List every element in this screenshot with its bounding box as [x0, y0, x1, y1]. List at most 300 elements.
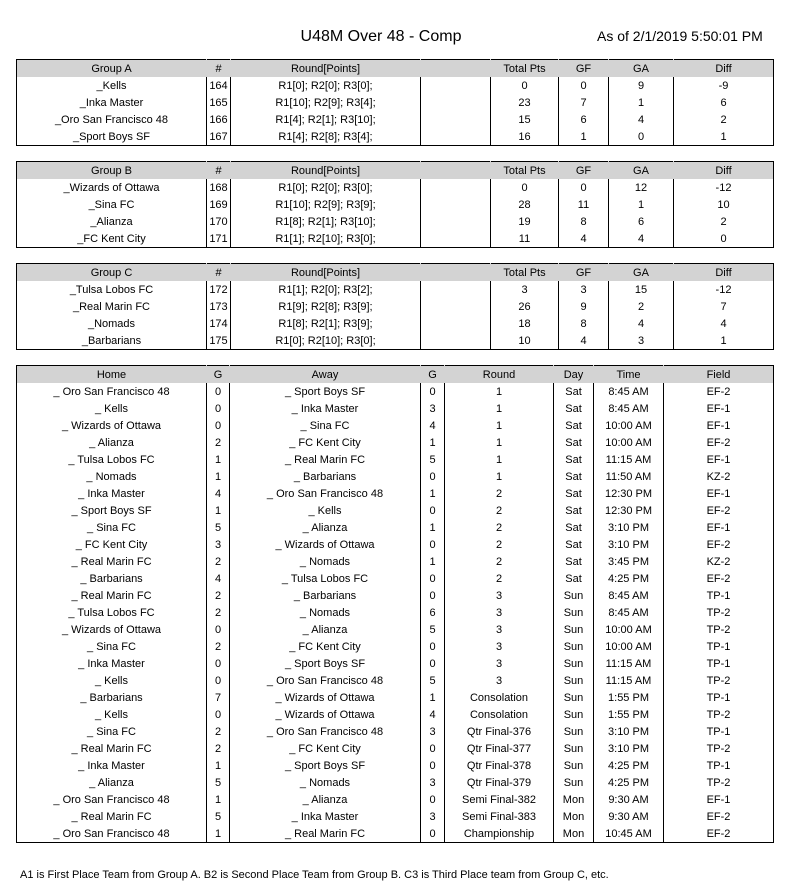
away-goals: 0	[421, 570, 445, 587]
round: 3	[445, 672, 554, 689]
blank-cell	[421, 315, 491, 332]
time: 3:10 PM	[594, 536, 664, 553]
goals-for: 1	[559, 128, 609, 146]
team-number: 170	[207, 213, 231, 230]
goals-for: 3	[559, 281, 609, 298]
round: 3	[445, 621, 554, 638]
column-header: Total Pts	[491, 264, 559, 282]
group-header-row	[17, 60, 774, 78]
standings-row	[17, 94, 774, 111]
round: 2	[445, 536, 554, 553]
column-header: GF	[559, 264, 609, 282]
goals-against: 1	[609, 196, 674, 213]
away-goals: 6	[421, 604, 445, 621]
total-points: 28	[491, 196, 559, 213]
field: EF-1	[664, 791, 774, 808]
round: 2	[445, 570, 554, 587]
away-team: _ Real Marin FC	[230, 451, 421, 468]
home-goals: 1	[207, 757, 230, 774]
home-team: _ Kells	[94, 708, 129, 721]
home-team: _ Oro San Francisco 48	[53, 385, 170, 398]
home-team: _ Sina FC	[87, 521, 136, 534]
match-row	[17, 689, 774, 706]
goal-diff: -9	[674, 77, 774, 94]
column-header	[421, 60, 491, 78]
field: TP-1	[664, 689, 774, 706]
total-points: 3	[491, 281, 559, 298]
day: Sun	[554, 621, 594, 638]
time: 3:45 PM	[594, 553, 664, 570]
goals-against: 0	[609, 128, 674, 146]
goals-against: 1	[609, 94, 674, 111]
home-goals: 4	[207, 485, 230, 502]
away-goals: 1	[421, 553, 445, 570]
home-goals: 2	[207, 434, 230, 451]
home-goals: 3	[207, 536, 230, 553]
round: Qtr Final-377	[445, 740, 554, 757]
away-team: _ Wizards of Ottawa	[230, 706, 421, 723]
round: 1	[445, 400, 554, 417]
match-row	[17, 757, 774, 774]
field: TP-1	[664, 757, 774, 774]
goals-against: 6	[609, 213, 674, 230]
team-number: 173	[207, 298, 231, 315]
day: Sat	[554, 468, 594, 485]
column-header: Round[Points]	[231, 162, 421, 180]
column-header: Round	[445, 366, 554, 384]
home-team: _ Alianza	[89, 776, 134, 789]
standings-row	[17, 298, 774, 315]
match-row	[17, 672, 774, 689]
field: TP-1	[664, 638, 774, 655]
match-row	[17, 621, 774, 638]
day: Sun	[554, 774, 594, 791]
match-row	[17, 434, 774, 451]
away-goals: 5	[421, 451, 445, 468]
away-goals: 1	[421, 485, 445, 502]
column-header: Total Pts	[491, 162, 559, 180]
team-name: _Sina FC	[88, 198, 135, 211]
goal-diff: 10	[674, 196, 774, 213]
goals-for: 6	[559, 111, 609, 128]
field: EF-1	[664, 400, 774, 417]
column-header	[421, 162, 491, 180]
standings-row	[17, 230, 774, 248]
round: Semi Final-382	[445, 791, 554, 808]
time: 3:10 PM	[594, 740, 664, 757]
goals-for: 8	[559, 315, 609, 332]
group-name: Group A	[17, 60, 207, 78]
team-number: 165	[207, 94, 231, 111]
time: 8:45 AM	[594, 383, 664, 400]
time: 4:25 PM	[594, 570, 664, 587]
match-row	[17, 536, 774, 553]
home-team: _ Tulsa Lobos FC	[68, 606, 155, 619]
field: EF-1	[664, 451, 774, 468]
away-goals: 0	[421, 825, 445, 843]
away-team: _ Oro San Francisco 48	[230, 723, 421, 740]
day: Sat	[554, 451, 594, 468]
home-goals: 1	[207, 791, 230, 808]
home-team: _ Barbarians	[80, 691, 143, 704]
total-points: 11	[491, 230, 559, 248]
home-team: _ Inka Master	[78, 759, 145, 772]
home-goals: 0	[207, 383, 230, 400]
goals-against: 12	[609, 179, 674, 196]
column-header: Diff	[674, 162, 774, 180]
standings-row	[17, 281, 774, 298]
goal-diff: 0	[674, 230, 774, 248]
standings-row	[17, 77, 774, 94]
home-team: _ Real Marin FC	[71, 555, 152, 568]
away-goals: 0	[421, 468, 445, 485]
away-goals: 1	[421, 519, 445, 536]
column-header: G	[421, 366, 445, 384]
blank-cell	[421, 298, 491, 315]
day: Sat	[554, 417, 594, 434]
day: Sun	[554, 740, 594, 757]
blank-cell	[421, 179, 491, 196]
day: Mon	[554, 825, 594, 843]
goals-for: 8	[559, 213, 609, 230]
round: Semi Final-383	[445, 808, 554, 825]
away-team: _ Inka Master	[230, 808, 421, 825]
day: Mon	[554, 808, 594, 825]
field: EF-2	[664, 536, 774, 553]
round-points: R1[10]; R2[9]; R3[9];	[231, 196, 421, 213]
goal-diff: 7	[674, 298, 774, 315]
column-header: Total Pts	[491, 60, 559, 78]
round: 3	[445, 655, 554, 672]
goal-diff: -12	[674, 281, 774, 298]
round: 3	[445, 604, 554, 621]
away-team: _ Alianza	[230, 621, 421, 638]
match-row	[17, 638, 774, 655]
away-team: _ Wizards of Ottawa	[230, 689, 421, 706]
home-team: _ Oro San Francisco 48	[53, 793, 170, 806]
away-goals: 0	[421, 791, 445, 808]
time: 8:45 AM	[594, 400, 664, 417]
round-points: R1[0]; R2[0]; R3[0];	[231, 77, 421, 94]
goal-diff: 6	[674, 94, 774, 111]
away-goals: 0	[421, 757, 445, 774]
team-number: 172	[207, 281, 231, 298]
away-goals: 3	[421, 723, 445, 740]
round-points: R1[9]; R2[8]; R3[9];	[231, 298, 421, 315]
time: 11:50 AM	[594, 468, 664, 485]
match-row	[17, 825, 774, 843]
field: EF-2	[664, 502, 774, 519]
day: Sat	[554, 519, 594, 536]
time: 10:00 AM	[594, 638, 664, 655]
blank-cell	[421, 128, 491, 146]
home-goals: 2	[207, 587, 230, 604]
away-goals: 4	[421, 417, 445, 434]
away-goals: 3	[421, 400, 445, 417]
blank-cell	[421, 77, 491, 94]
time: 11:15 AM	[594, 451, 664, 468]
match-row	[17, 383, 774, 400]
home-team: _ Sina FC	[87, 725, 136, 738]
away-goals: 0	[421, 655, 445, 672]
away-team: _ Nomads	[230, 774, 421, 791]
time: 11:15 AM	[594, 672, 664, 689]
round-points: R1[4]; R2[8]; R3[4];	[231, 128, 421, 146]
column-header: Round[Points]	[231, 264, 421, 282]
column-header: #	[207, 60, 231, 78]
group-b-table	[16, 161, 774, 248]
round-points: R1[10]; R2[9]; R3[4];	[231, 94, 421, 111]
time: 10:00 AM	[594, 621, 664, 638]
team-name: _FC Kent City	[77, 232, 146, 245]
standings-row	[17, 111, 774, 128]
total-points: 19	[491, 213, 559, 230]
time: 10:00 AM	[594, 417, 664, 434]
group-name: Group B	[17, 162, 207, 180]
field: TP-1	[664, 723, 774, 740]
home-team: _ Real Marin FC	[71, 810, 152, 823]
page-title: U48M Over 48 - Comp	[300, 28, 462, 45]
away-team: _ Alianza	[230, 791, 421, 808]
round: Qtr Final-378	[445, 757, 554, 774]
away-team: _ Barbarians	[230, 587, 421, 604]
away-goals: 0	[421, 740, 445, 757]
round: 1	[445, 434, 554, 451]
away-team: _ Alianza	[230, 519, 421, 536]
goals-against: 3	[609, 332, 674, 350]
standings-row	[17, 332, 774, 350]
home-goals: 0	[207, 655, 230, 672]
home-goals: 1	[207, 825, 230, 843]
day: Sun	[554, 723, 594, 740]
home-team: _ Inka Master	[78, 487, 145, 500]
home-team: _ Sina FC	[87, 640, 136, 653]
away-goals: 1	[421, 689, 445, 706]
away-goals: 5	[421, 621, 445, 638]
round: 1	[445, 417, 554, 434]
team-number: 166	[207, 111, 231, 128]
home-team: _ Tulsa Lobos FC	[68, 453, 155, 466]
goal-diff: -12	[674, 179, 774, 196]
column-header	[421, 264, 491, 282]
match-row	[17, 740, 774, 757]
round-points: R1[4]; R2[1]; R3[10];	[231, 111, 421, 128]
blank-cell	[421, 332, 491, 350]
home-team: _ Inka Master	[78, 657, 145, 670]
group-header-row	[17, 162, 774, 180]
time: 1:55 PM	[594, 706, 664, 723]
team-name: _Inka Master	[79, 96, 144, 109]
day: Mon	[554, 791, 594, 808]
goal-diff: 2	[674, 111, 774, 128]
round: 2	[445, 519, 554, 536]
blank-cell	[421, 230, 491, 248]
time: 4:25 PM	[594, 774, 664, 791]
blank-cell	[421, 111, 491, 128]
column-header: Diff	[674, 60, 774, 78]
match-row	[17, 723, 774, 740]
blank-cell	[421, 196, 491, 213]
field: KZ-2	[664, 553, 774, 570]
match-row	[17, 655, 774, 672]
match-row	[17, 451, 774, 468]
team-number: 168	[207, 179, 231, 196]
home-team: _ Alianza	[89, 436, 134, 449]
goals-for: 0	[559, 77, 609, 94]
away-team: _ Nomads	[230, 553, 421, 570]
home-team: _ Wizards of Ottawa	[61, 419, 162, 432]
away-team: _ Tulsa Lobos FC	[230, 570, 421, 587]
column-header: #	[207, 264, 231, 282]
match-row	[17, 417, 774, 434]
team-number: 171	[207, 230, 231, 248]
round-points: R1[0]; R2[0]; R3[0];	[231, 179, 421, 196]
team-name: _Oro San Francisco 48	[54, 113, 169, 126]
round: 2	[445, 502, 554, 519]
goals-for: 0	[559, 179, 609, 196]
goals-for: 7	[559, 94, 609, 111]
team-name: _Tulsa Lobos FC	[69, 283, 154, 296]
schedule-table	[16, 365, 774, 843]
total-points: 18	[491, 315, 559, 332]
column-header: Day	[554, 366, 594, 384]
time: 3:10 PM	[594, 519, 664, 536]
round: Consolation	[445, 706, 554, 723]
total-points: 0	[491, 77, 559, 94]
standings-row	[17, 179, 774, 196]
goals-against: 9	[609, 77, 674, 94]
total-points: 23	[491, 94, 559, 111]
away-goals: 0	[421, 502, 445, 519]
home-goals: 5	[207, 808, 230, 825]
field: TP-2	[664, 774, 774, 791]
group-a-table	[16, 59, 774, 146]
team-number: 174	[207, 315, 231, 332]
goal-diff: 1	[674, 128, 774, 146]
goal-diff: 1	[674, 332, 774, 350]
team-name: _Alianza	[90, 215, 133, 228]
home-goals: 2	[207, 638, 230, 655]
home-goals: 5	[207, 774, 230, 791]
field: EF-2	[664, 434, 774, 451]
time: 8:45 AM	[594, 604, 664, 621]
match-row	[17, 553, 774, 570]
time: 4:25 PM	[594, 757, 664, 774]
footnote: A1 is First Place Team from Group A. B2 is Second Place Team from Group B. C3 is Third Place team from Group C, etc.	[20, 869, 609, 881]
match-row	[17, 604, 774, 621]
day: Sun	[554, 638, 594, 655]
home-team: _ Real Marin FC	[71, 589, 152, 602]
column-header: Time	[594, 366, 664, 384]
field: TP-2	[664, 740, 774, 757]
away-goals: 3	[421, 808, 445, 825]
away-goals: 3	[421, 774, 445, 791]
goals-for: 9	[559, 298, 609, 315]
team-name: _Real Marin FC	[72, 300, 151, 313]
time: 12:30 PM	[594, 485, 664, 502]
time: 10:45 AM	[594, 825, 664, 843]
field: TP-2	[664, 621, 774, 638]
day: Sun	[554, 587, 594, 604]
column-header: GF	[559, 162, 609, 180]
match-row	[17, 570, 774, 587]
home-team: _ Oro San Francisco 48	[53, 827, 170, 840]
goals-for: 4	[559, 230, 609, 248]
time: 11:15 AM	[594, 655, 664, 672]
goals-against: 4	[609, 315, 674, 332]
match-row	[17, 519, 774, 536]
home-goals: 0	[207, 400, 230, 417]
away-team: _ FC Kent City	[230, 740, 421, 757]
standings-row	[17, 213, 774, 230]
time: 9:30 AM	[594, 791, 664, 808]
time: 10:00 AM	[594, 434, 664, 451]
day: Sun	[554, 757, 594, 774]
round: 2	[445, 485, 554, 502]
field: EF-2	[664, 383, 774, 400]
home-goals: 2	[207, 604, 230, 621]
home-team: _ Kells	[94, 402, 129, 415]
team-number: 167	[207, 128, 231, 146]
team-name: _Barbarians	[81, 334, 142, 347]
blank-cell	[421, 213, 491, 230]
day: Sat	[554, 485, 594, 502]
away-team: _ FC Kent City	[230, 434, 421, 451]
team-name: _Wizards of Ottawa	[63, 181, 160, 194]
away-team: _ FC Kent City	[230, 638, 421, 655]
away-goals: 0	[421, 587, 445, 604]
group-c-table	[16, 263, 774, 350]
match-row	[17, 502, 774, 519]
group-name: Group C	[17, 264, 207, 282]
round: 3	[445, 638, 554, 655]
column-header: GA	[609, 264, 674, 282]
team-number: 169	[207, 196, 231, 213]
goal-diff: 4	[674, 315, 774, 332]
field: TP-1	[664, 587, 774, 604]
home-goals: 0	[207, 621, 230, 638]
blank-cell	[421, 94, 491, 111]
round-points: R1[8]; R2[1]; R3[10];	[231, 213, 421, 230]
away-goals: 0	[421, 383, 445, 400]
away-goals: 0	[421, 638, 445, 655]
total-points: 10	[491, 332, 559, 350]
away-goals: 1	[421, 434, 445, 451]
home-goals: 0	[207, 417, 230, 434]
field: EF-1	[664, 485, 774, 502]
column-header: GA	[609, 162, 674, 180]
home-goals: 2	[207, 740, 230, 757]
home-goals: 5	[207, 519, 230, 536]
round-points: R1[1]; R2[0]; R3[2];	[231, 281, 421, 298]
time: 9:30 AM	[594, 808, 664, 825]
day: Sat	[554, 570, 594, 587]
total-points: 16	[491, 128, 559, 146]
away-team: _ Wizards of Ottawa	[230, 536, 421, 553]
total-points: 15	[491, 111, 559, 128]
home-team: _ Sport Boys SF	[71, 504, 152, 517]
goals-against: 15	[609, 281, 674, 298]
away-goals: 0	[421, 536, 445, 553]
column-header: G	[207, 366, 230, 384]
day: Sat	[554, 536, 594, 553]
column-header: Home	[17, 366, 207, 384]
group-header-row	[17, 264, 774, 282]
total-points: 0	[491, 179, 559, 196]
time: 3:10 PM	[594, 723, 664, 740]
field: TP-2	[664, 672, 774, 689]
home-team: _ Nomads	[86, 470, 137, 483]
